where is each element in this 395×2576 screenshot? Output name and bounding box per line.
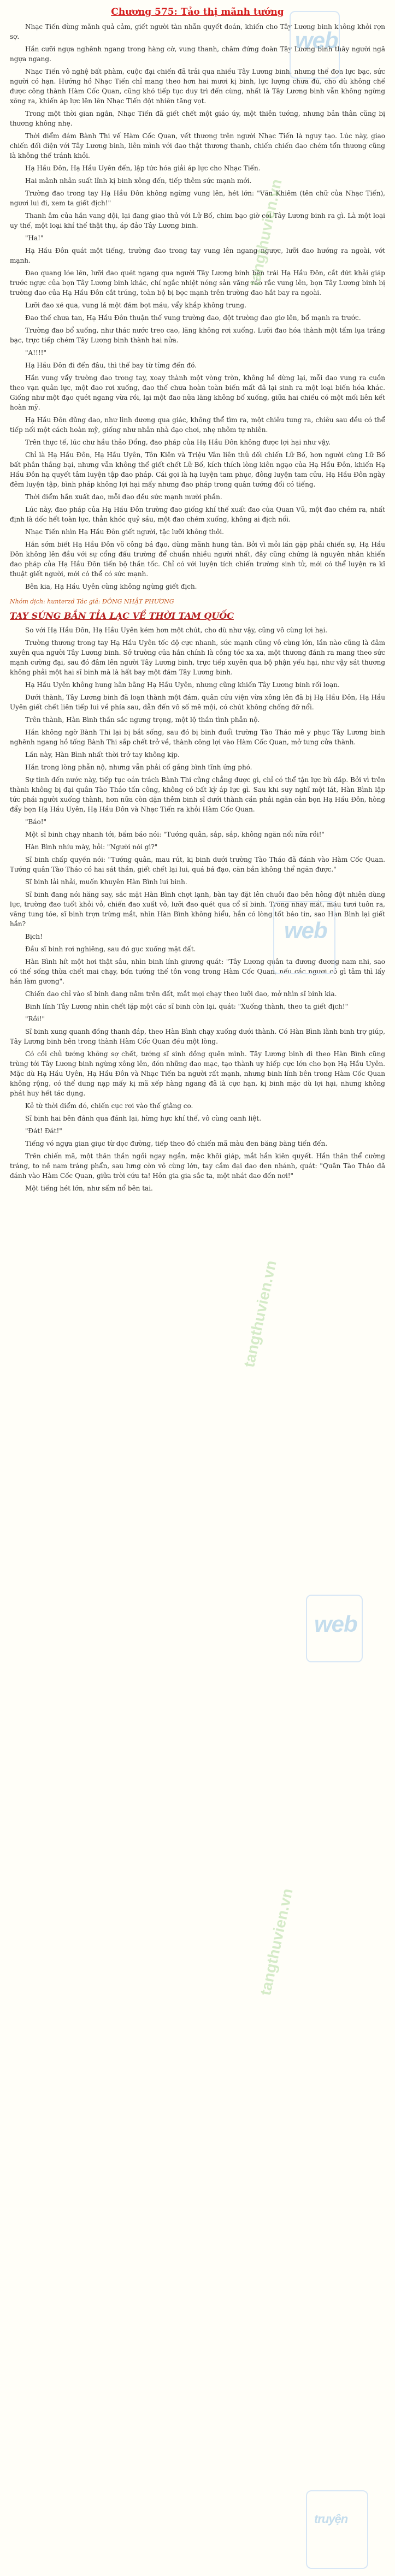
paragraph: Một sĩ binh chạy nhanh tới, bẩm báo nói: "Tướng quân, sắp, sắp, không ngăn nổi nữa rồi!" [25, 831, 325, 838]
paragraph: Tiếng vó ngựa gian giục từ dọc đường, tiếp theo đó chiến mã màu đen băng băng tiến đến. [25, 1140, 328, 1147]
credit-line: Nhóm dịch: hunterzd Tác giả: ĐÔNG NHẬT PHƯƠNG [10, 598, 174, 605]
paragraph: Trên chiến mã, một thân thần ngồi ngay ngắn, mặc khôi giáp, mắt hắn kiên quyết. Hắn thân thể cường tráng, to nề nam tráng phẩn, sau lưng còn vô cùng lớn, tay cầm đại đao đen nhánh, quát: "Quân Tào Tháo đã đánh vào Hàm Cốc Quan, giữa trời cứu ta! Hôn gia gia sắc ta, một nhát đao đến nơi!" [10, 1152, 385, 1180]
paragraph: Hắn không ngờ Bành Thi lại bị bắt sống, sau đó bị binh đuổi trường Tào Tháo mê y phục Tây Lương binh nghênh ngang hồ tống Bành Thi sắp chết trở về, thành công lợi vào Hàm Cốc Quan, mở tung cửa thành. [10, 729, 385, 746]
paragraph: Dưới thành, Tây Lương binh đã loạn thành một đám, quân cứu viện vừa xông lên đã bị Hạ Hầu Đôn, Hạ Hầu Uyên giết chết liên tiếp lui về phía sau, dẫn đến vô số mê mội, có chút không chống đỡ nổi. [10, 694, 385, 711]
paragraph: Thời điểm đám Bành Thi vế Hàm Cốc Quan, vết thương trên người Nhạc Tiến là nguy tạo. Lúc này, giao chiến đối diện với Tây Lương binh, liên mình với đao thật thương thanh, chiến chiến đao chém tổn thương cũng là không thể tránh khỏi. [10, 132, 385, 159]
paragraph: Trên thực tế, lúc chư hầu thảo Đổng, đao pháp của Hạ Hầu Đôn không được lợi hại như vậy. [25, 439, 331, 446]
paragraph: "Ha!" [25, 234, 44, 242]
paragraph: Thanh âm của hắn vang dội, lại đang giao thủ với Lữ Bố, chim bạo giờ coi Tây Lương binh ra gì. Là một loại uy thế, một loại khí thế thật thụ, áp đảo Tây Lương binh. [10, 212, 385, 229]
watermark-frame-bottom [306, 2490, 368, 2569]
paragraph: Hắn vung vẩy trường đao trong tay, xoay thành một vòng tròn, không hề dừng lại, mỗi đao vung ra cuồn theo vạn quân lực, một đao rơi xuống, đao thế chưa hoàn toàn biến mất đã lại sinh ra một loại biến hóa khác. Giống như một đạo quét ngang vừa rồi, lại một đao nữa lăng không bổ xuống, giữa hai chiều có một mối liên kết hoàn mỹ. [10, 374, 385, 411]
paragraph: Chỉ là Hạ Hầu Đôn, Hạ Hầu Uyên, Tôn Kiên và Triệu Vân liên thủ đối chiến Lữ Bố, hơn người cùng Lữ Bố bất phân thắng bại, nhưng vẫn không thể giết chết Lữ Bố, kích thích lòng kiên ngạo của Hạ Hầu Đôn, khiến Hạ Hầu Đôn hạ quyết tâm luyện tập đao pháp. Cái gọi là hạ luyện tam phục, đông luyện tam cửu, Hạ Hầu Đôn ngày đêm luyện tập, bình pháp không lợi hại mấy nhưng đao pháp trong quân tướng đối có tiếng. [10, 451, 385, 488]
paragraph: Sĩ binh lải nhải, muốn khuyên Hàn Bình lui binh. [25, 878, 187, 886]
paragraph: Lần này, Hàn Bình nhất thời trở tay không kịp. [25, 751, 180, 759]
paragraph: Đao quang lóe lên, lưỡi đao quét ngang qua người Tây Lương binh bên trái Hạ Hầu Đôn, cắt đứt khải giáp trước ngực của bọn Tây Lương binh khác, chí ngắc nhiệt nóng sản văng ráo rắc vung lên, bọn Tây Lương binh bị trường đao của Hạ Hầu Đôn cắt trúng, toàn bộ bị bọc mạnh trên trường đao hắt bay ra ngoài. [10, 269, 385, 297]
paragraph: Trường đao trong tay Hạ Hầu Đôn không ngừng vung lên, hét lớn: "Văn Khiêm (tên chữ của Nhạc Tiến), ngươi lui đi, xem ta giết địch!" [10, 190, 385, 207]
paragraph: Trường đao bổ xuống, như thác nước treo cao, lăng không rơi xuống. Lưỡi đao hóa thành một tấm lụa trắng bạc, trực tiếp chém Tây Lương binh thành hai nửa. [10, 327, 385, 344]
paragraph: Hắn sớm biết Hạ Hầu Đôn võ công bá đạo, dũng mãnh hung tàn. Bởi vì mỗi lần gặp phải chiến sự, Hạ Hầu Đôn không lên đầu với sự cổng đấu trường để chuẩn nhiều người nhất, đây cũng chứng là nguyên nhân khiến đao pháp của Hạ Hầu Đôn tiến bộ thần tốc. Chỉ có với luyện tích chiến trường sinh tử, mới có thể luyện ra kĩ thuật giết người, mới có thể có sức mạnh. [10, 541, 385, 578]
paragraph: Bịch! [25, 933, 43, 940]
paragraph: Nhạc Tiến vô nghệ bất phàm, cuộc đại chiến đã trải qua nhiều Tây Lương binh, nhưng thể đơn lực bạc, sức người có hạn. Hướng hồ Nhạc Tiến chỉ mang theo hơn hai mươi kị binh, lực lượng chưa đủ, cho dù không chế được công thành Hàm Cốc Quan, cũng khó tiếp tục duy trì đến cùng, nhất là Tây Lương binh vẫn không ngừng xông ra, khiến áp lực lên lên Nhạc Tiến đột nhiên tăng vọt. [10, 68, 385, 105]
paragraph: "Rồi!" [25, 1015, 45, 1023]
paragraph: Hàn Bình nhíu mày, hỏi: "Người nói gì?" [25, 843, 158, 851]
paragraph: Đầu sĩ binh rơi nghiêng, sau đó gục xuống mặt đất. [25, 945, 196, 953]
watermark-web-mid: web [284, 917, 327, 943]
paragraph: "Báo!" [25, 818, 47, 826]
paragraph: Sĩ binh chấp quyền nói: "Tướng quân, mau rút, kị binh dưới trường Tào Tháo đã đánh vào Hàm Cốc Quan. Tướng quân Tào Tháo có hai sát thần, giết chết lại lui, quá bá đạo, căn bản không thể ngăn được." [10, 856, 385, 873]
section-title: TAY SÚNG BẮN TỈA LẠC VỀ THỜI TAM QUỐC [10, 611, 234, 621]
chapter-title: Chương 575: Tảo thị mãnh tướng [111, 7, 284, 17]
paragraph: Hạ Hầu Uyên không hung hãn bằng Hạ Hầu Uyên, nhưng cũng khiến Tây Lương binh rối loạn. [25, 681, 340, 689]
paragraph: Sĩ binh đang nói hăng say, sắc mặt Hàn Bình chợt lạnh, bàn tay đặt lên chuôi đao bên hông đột nhiên dùng lực, trường đao tuốt khỏi vỏ, chiến đao xuất vỏ, lưỡi đao quét qua cổ sĩ binh. Trong nháy mắt, máu tươi tuôn ra, văng tung tóe, sĩ binh trợn trừng mắt, nhìn Hàn Bình không hiểu, hắn có lòng tốt báo tin, sao Hàn Bình lại giết hắn? [10, 891, 385, 928]
paragraph: Đao thế chưa tan, Hạ Hầu Đôn thuận thế vung trường đao, đột trường đao giơ lên, bổ mạnh ra trước. [25, 314, 361, 322]
paragraph: Sự tình đến nước này, tiếp tục oán trách Bành Thi cũng chẳng được gì, chỉ có thể tận lực bù đắp. Bởi vì trên thành không bị đại quân Tào Tháo tấn công, không có bất kỳ áp lực gì. Sau khi suy nghĩ một lát, Hàn Bình lập tức phái người xuống thành, hơn nữa còn dặn thêm binh sĩ dưới thành cần phải ngăn cản bọn Hạ Hầu Đôn, hòng đẩy bọn Hạ Hầu Uyên, Hạ Hầu Đôn và Nhạc Tiến ra khỏi Hàm Cốc Quan. [10, 776, 385, 813]
paragraph: Trong một thời gian ngắn, Nhạc Tiến đã giết chết một giáo úy, một thiên tướng, nhưng bản thân cũng bị thương không nhẹ. [10, 110, 385, 127]
paragraph: Bên kia, Hạ Hầu Uyên cũng không ngừng giết địch. [25, 583, 197, 590]
paragraph: Sĩ binh hai bên đánh qua đánh lại, hừng hực khí thế, vô cùng oanh liệt. [25, 1115, 262, 1122]
watermark-vn-low: tangthuvien.vn [257, 1887, 296, 1997]
paragraph: Lưỡi đao xé qua, vung lá một đám bọt máu, vẩy khắp không trung. [25, 301, 246, 309]
watermark-vn-mid: tangthuvien.vn [240, 1259, 280, 1369]
paragraph: Hạ Hầu Đôn, Hạ Hầu Uyên đến, lập tức hóa giải áp lực cho Nhạc Tiến. [25, 164, 261, 172]
paragraph: Một tiếng hét lớn, như sấm nổ bên tai. [25, 1185, 153, 1192]
paragraph: So với Hạ Hầu Đôn, Hạ Hầu Uyên kém hơn một chút, cho dù như vậy, cũng vô cùng lợi hại. [25, 626, 328, 634]
paragraph: Trên thành, Hàn Bình thần sắc ngưng trọng, một lộ thần tình phẫn nộ. [25, 716, 260, 724]
paragraph: Hạ Hầu Đôn quát một tiếng, trường đao trong tay vung lên ngang ngược, lưỡi đao hướng ra ngoài, vớt mạnh. [10, 247, 385, 264]
paragraph: Kẻ từ thời điểm đó, chiến cục rơi vào thế giằng co. [25, 1102, 193, 1110]
paragraph: Hạ Hầu Đôn dũng dao, như linh dương qua giác, không thể tìm ra, một chiêu tung ra, chiêu sau đều có thể tiếp nối một cách hoàn mỹ, giống như nhân nhà đạo chơi, nhẹ nhõm tự nhiên. [10, 416, 385, 434]
chapter-body-part-1 [10, 22, 385, 591]
chapter-body-part-2 [10, 625, 385, 1193]
paragraph: Hắn trong lòng phẫn nộ, nhưng vẫn phải cố gắng bình tĩnh ứng phó. [25, 763, 252, 771]
paragraph: Hàn Bình hít một hơi thật sâu, nhìn binh lính giương quát: "Tây Lương quân ta đương đương nam nhi, sao có thể sống thừa chết mai chạy, bốn tướng thế tôn vong trong Hàm Cốc Quan, nếu các ngươi có gì tâm thì lấy hắn làm gương". [10, 958, 385, 985]
paragraph: Lúc này, đao pháp của Hạ Hầu Đôn trường đao giống khí thế xuất đao của Quan Vũ, một đao chém ra, nhất định là dốc hết toàn lực, thẳn khóc quỷ sầu, một đao chém xuống, không ai địch nổi. [10, 506, 385, 523]
paragraph: Nhạc Tiến dùng mãnh quả cảm, giết người tàn nhẫn quyết đoán, khiến cho Tây Lương binh không khỏi rợn sợ. [10, 23, 385, 40]
paragraph: Binh lính Tây Lương nhìn chết lặp một các sĩ binh còn lại, quát: "Xuống thành, theo ta giết địch!" [25, 1003, 349, 1010]
paragraph: Sĩ binh xung quanh đồng thanh đáp, theo Hàn Bình chạy xuống dưới thành. Có Hàn Bình lãnh binh trợ giúp, Tây Lương binh bên trong thành Hàm Cốc Quan đều một lòng. [10, 1028, 385, 1045]
paragraph: "A!!!!" [25, 349, 46, 357]
watermark-web-low: web [314, 1611, 357, 1637]
paragraph: Trường thương trong tay Hạ Hầu Uyên tốc độ cực nhanh, sức mạnh cũng vô cùng lớn, lần nào cũng là đâm xuyên qua người Tây Lương binh. Sở trường của hắn chính là công tóc xa xa, một thương đánh ra mang theo sức mạnh cường đại, sau đó đâm lên người Tây Lương binh, trực tiếp xuyên qua bộ phận yếu hại, như vậy sát thương không phải một hai sĩ binh mà là hất bay một đám Tây Lương binh. [10, 639, 385, 676]
paragraph: Hắn cưỡi ngựa nghênh ngang trong hàng cờ, vung thanh, chăm đứng đoàn Tây Lương binh thây người ngã ngựa ngang. [10, 45, 385, 63]
watermark-vn-top: tangthuvien.vn [246, 177, 285, 288]
paragraph: Có cồi chủ tướng không sợ chết, tướng sĩ sinh đồng quên mình. Tây Lương binh đi theo Hàn Bình cũng trùng tới Tây Lương binh ngừng xông lên, đón những đao mạc, tạo thành uy hiếp cực lớn cho bọn Hạ Hầu Uyên. Mặc dù Hạ Hầu Uyên, Hạ Hầu Đôn và Nhạc Tiến ba người rất mạnh, nhưng binh lính bên trong Hàm Cốc Quan không rộng, có thể dung nạp mấy kị mã xếp hàng ngang đã là cực hạn, kị binh mặc dù lợi hại, nhưng không phát huy hết tác dụng. [10, 1050, 385, 1097]
paragraph: Hai mãnh nhân suất lĩnh kị binh xông đến, tiếp thêm sức mạnh mới. [25, 177, 252, 185]
paragraph: Thời điểm hắn xuất đao, mỗi đao đều sức mạnh mười phần. [25, 493, 222, 501]
watermark-web-bottom: truyện [314, 2512, 348, 2526]
paragraph: Hạ Hầu Đôn đi đến đâu, thì thế bay từ từng đến đó. [25, 362, 197, 369]
paragraph: Nhạc Tiến nhìn Hạ Hầu Đôn giết người, tặc lưỡi không thôi. [25, 528, 224, 536]
paragraph: Chiến đao chỉ vào sĩ binh đang nằm trên đất, mắt mọi chạy theo lưỡi đao, mở nhìn sĩ binh kia. [25, 990, 337, 998]
watermark-web-top: web [295, 27, 338, 53]
watermark-frame-low [306, 1595, 363, 1662]
paragraph: "Đát! Đát!" [25, 1127, 62, 1135]
